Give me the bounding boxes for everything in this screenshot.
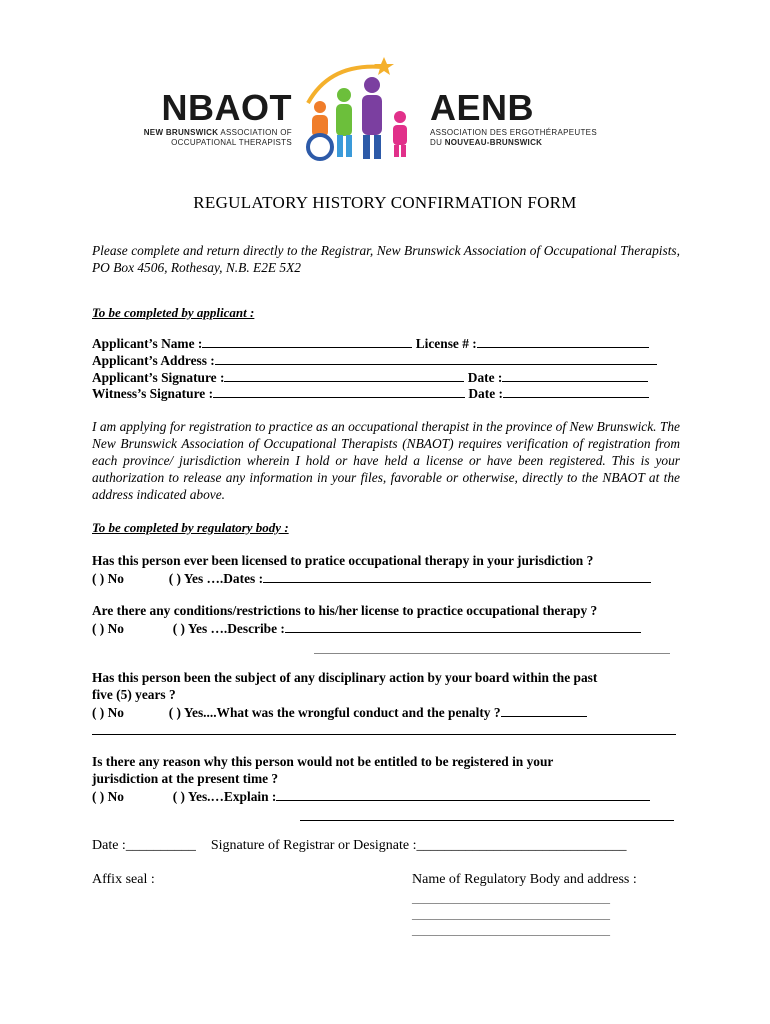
q3-conduct-field-2[interactable] xyxy=(92,722,676,735)
question-3 xyxy=(92,670,680,739)
question-4-text-2: jurisdiction at the present time ? xyxy=(92,770,279,786)
aenb-name: ASSOCIATION DES ERGOTHÉRAPEUTES DU NOUVEAU-BRUNSWICK xyxy=(430,128,597,147)
q3-no-option[interactable]: ( ) No xyxy=(92,704,124,720)
registrar-signature-label: Signature of Registrar or Designate : xyxy=(210,838,417,853)
address-line-3[interactable]: _________________________________ xyxy=(412,923,610,937)
applicant-address-row xyxy=(92,352,680,369)
applicant-signature-label: Applicant’s Signature : xyxy=(92,369,225,385)
question-2 xyxy=(92,603,680,657)
signature-date-label: Date : xyxy=(467,369,503,385)
license-label: License # : xyxy=(415,336,477,351)
family-logo-icon xyxy=(290,55,430,165)
q1-dates-field[interactable] xyxy=(263,570,651,583)
letterhead xyxy=(0,0,770,180)
intro-text: Please complete and return directly to the Registrar, New Brunswick Association of Occupational Therapists, PO Box 4506, Rothesay, N.B. E2E 5X2 xyxy=(92,243,680,275)
question-2-text: Are there any conditions/restrictions to his/her license to practice occupational therapy ? xyxy=(92,603,598,618)
regulatory-body-block xyxy=(412,872,682,938)
authorization-text: I am applying for registration to practice as an occupational therapist in the province of New Brunswick. The New Brunswick Association of Occupational Therapists (NBAOT) requires verification of registration from each province/ jurisdiction wherein I hold or have held a license or have been registered. This is your authorization to release any information in your files, favorable or otherwise, directly to the NBAOT at the address indicated above. xyxy=(92,419,680,502)
q2-describe-field[interactable] xyxy=(285,620,641,633)
affix-seal-label: Affix seal : xyxy=(92,872,155,887)
q4-extra-line-row xyxy=(92,808,680,825)
registrar-signature-field[interactable]: ______________________________ xyxy=(416,838,627,853)
question-3-text-1: Has this person been the subject of any disciplinary action by your board within the past xyxy=(92,670,598,685)
q2-extra-line-row xyxy=(92,641,680,658)
applicant-fields xyxy=(92,335,680,402)
q3-conduct-field[interactable] xyxy=(501,704,587,717)
q2-no-option[interactable]: ( ) No xyxy=(92,620,124,636)
nbaot-logo xyxy=(112,87,292,148)
footer-date-field[interactable]: __________ xyxy=(125,838,196,853)
witness-date-field[interactable] xyxy=(503,385,649,398)
q2-describe-field-2[interactable] xyxy=(314,641,670,654)
question-4-answers xyxy=(92,788,680,805)
regulatory-section-heading: To be completed by regulatory body : xyxy=(92,520,289,535)
question-2-answers xyxy=(92,620,680,637)
question-1 xyxy=(92,553,680,587)
witness-date-label: Date : xyxy=(468,386,503,402)
witness-signature-row xyxy=(92,385,680,402)
question-3-text-2: five (5) years ? xyxy=(92,686,176,702)
applicant-address-field[interactable] xyxy=(215,352,657,365)
regulatory-body-label: Name of Regulatory Body and address : xyxy=(412,872,637,887)
question-1-text: Has this person ever been licensed to pratice occupational therapy in your jurisdiction ? xyxy=(92,553,594,568)
witness-signature-label: Witness’s Signature : xyxy=(92,386,214,402)
q1-no-option[interactable]: ( ) No xyxy=(92,570,124,586)
address-line-2[interactable]: _________________________________ xyxy=(412,907,610,921)
applicant-signature-field[interactable] xyxy=(224,369,464,382)
q4-yes-option[interactable]: ( ) Yes.…Explain : xyxy=(172,788,277,804)
question-3-answers xyxy=(92,704,680,721)
witness-signature-field[interactable] xyxy=(213,385,465,398)
regulatory-body-address-lines xyxy=(412,890,682,938)
form-title: REGULATORY HISTORY CONFIRMATION FORM xyxy=(193,193,577,212)
q4-explain-field-2[interactable] xyxy=(300,808,674,821)
q3-extra-line-row xyxy=(92,722,680,739)
applicant-address-label: Applicant’s Address : xyxy=(92,352,215,368)
q4-no-option[interactable]: ( ) No xyxy=(92,788,124,804)
license-number-field[interactable] xyxy=(477,335,649,348)
question-4 xyxy=(92,754,680,825)
footer-date-label: Date : xyxy=(92,838,126,853)
signature-date-field[interactable] xyxy=(502,369,648,382)
applicant-name-field[interactable] xyxy=(202,335,412,348)
q1-yes-option[interactable]: ( ) Yes ….Dates : xyxy=(168,570,264,586)
applicant-signature-row xyxy=(92,369,680,386)
q2-yes-option[interactable]: ( ) Yes ….Describe : xyxy=(172,620,285,636)
nbaot-abbr: NBAOT xyxy=(161,87,292,128)
applicant-name-label: Applicant’s Name : xyxy=(92,336,203,351)
q3-yes-option[interactable]: ( ) Yes....What was the wrongful conduct and the penalty ? xyxy=(168,704,501,720)
question-1-answers xyxy=(92,570,680,587)
aenb-abbr: AENB xyxy=(430,87,535,128)
nbaot-name: NEW BRUNSWICK ASSOCIATION OF OCCUPATIONAL THERAPISTS xyxy=(143,128,292,147)
aenb-logo xyxy=(430,87,650,148)
q4-explain-field[interactable] xyxy=(276,788,650,801)
address-line-1[interactable]: _________________________________ xyxy=(412,891,610,905)
applicant-section-heading: To be completed by applicant : xyxy=(92,305,255,320)
question-4-text-1: Is there any reason why this person would not be entitled to be registered in your xyxy=(92,754,554,769)
registrar-signature-row xyxy=(92,838,680,854)
applicant-name-row xyxy=(92,335,680,352)
